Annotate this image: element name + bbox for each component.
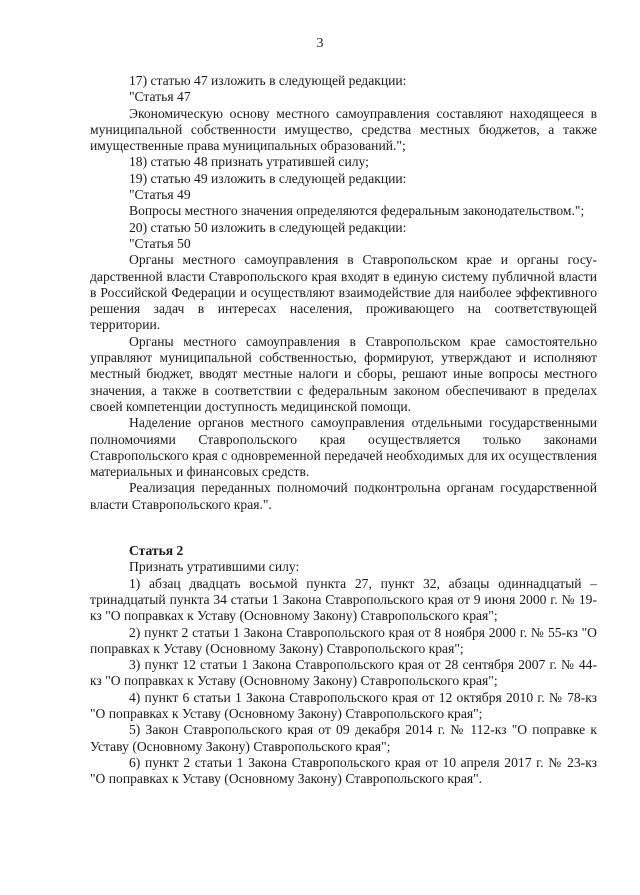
paragraph: Признать утратившими силу:	[129, 559, 300, 575]
paragraph: 5) Закон Ставропольского края от 09 декабря 2014 г. № 112-кз "О поправке к Уставу (Основному Закону) Ставропольского края";	[90, 722, 597, 754]
paragraph: "Статья 49	[129, 187, 191, 203]
article-2-heading: Статья 2	[129, 543, 184, 559]
paragraph: 6) пункт 2 статьи 1 Закона Ставропольского края от 10 апреля 2017 г. № 23-кз "О поправках к Уставу (Основному Закону) Ставропольского края".	[90, 754, 597, 787]
document-body	[90, 73, 597, 787]
paragraph: 4) пункт 6 статьи 1 Закона Ставропольского края от 12 октября 2010 г. № 78-кз "О поправках к Уставу (Основному Закону) Ставропольского края";	[90, 689, 597, 721]
paragraph: Наделение органов местного самоуправления отдельными государственными полномочиями Ставропольского края осуществляется только законами Ставропольского края с одновременной передачей необходимых для их осуществления материальных и финансовых средств.	[90, 415, 597, 480]
paragraph: 18) статью 48 признать утратившей силу;	[129, 154, 369, 170]
paragraph: 2) пункт 2 статьи 1 Закона Ставропольского края от 8 ноября 2000 г. № 55-кз "О поправках к Уставу (Основному Закону) Ставропольского края";	[90, 624, 597, 656]
page-number: 3	[316, 36, 324, 51]
section-spacer	[90, 513, 597, 543]
paragraph: 1) абзац двадцать восьмой пункта 27, пункт 32, абзацы одиннадцатый – тринадцатый пункта 34 статьи 1 Закона Ставропольского края от 9 июня 2000 г. № 19-кз "О поправках к Уставу (Основному Закону) Ставропольского края";	[90, 575, 597, 624]
paragraph: "Статья 50	[129, 235, 191, 251]
paragraph: Органы местного самоуправления в Ставропольском крае самостоятельно управляют муниципальной собственностью, формируют, утверждают и исполняют местный бюджет, вводят местные налоги и сборы, решают иные вопросы местного значения, а также в соответствии с федеральным законом обеспечивают в пределах своей компетенции доступность медицинской помощи.	[90, 333, 597, 414]
paragraph: 19) статью 49 изложить в следующей редакции:	[129, 170, 407, 186]
paragraph: 17) статью 47 изложить в следующей редакции:	[129, 73, 407, 88]
paragraph: "Статья 47	[129, 89, 191, 105]
paragraph: 20) статью 50 изложить в следующей редакции:	[129, 219, 407, 235]
paragraph: Экономическую основу местного самоуправления составляют находящееся в муниципальной собственности имущество, средства местных бюджетов, а также имущественные права муниципальных образований.";	[90, 105, 597, 154]
paragraph: Реализация переданных полномочий подконтрольна органам государственной власти Ставропольского края.".	[90, 480, 597, 512]
paragraph: 3) пункт 12 статьи 1 Закона Ставропольского края от 28 сентября 2007 г. № 44-кз "О поправках к Уставу (Основному Закону) Ставропольского края";	[90, 657, 597, 689]
paragraph: Органы местного самоуправления в Ставропольском крае и органы государственной власти Ставропольского края входят в единую систему публичной власти в Российской Федерации и осуществляют взаимодействие для наиболее эффективного решения задач в интересах населения, проживающего на соответствующей территории.	[90, 252, 597, 333]
paragraph: Вопросы местного значения определяются федеральным законодательством.";	[129, 203, 585, 219]
